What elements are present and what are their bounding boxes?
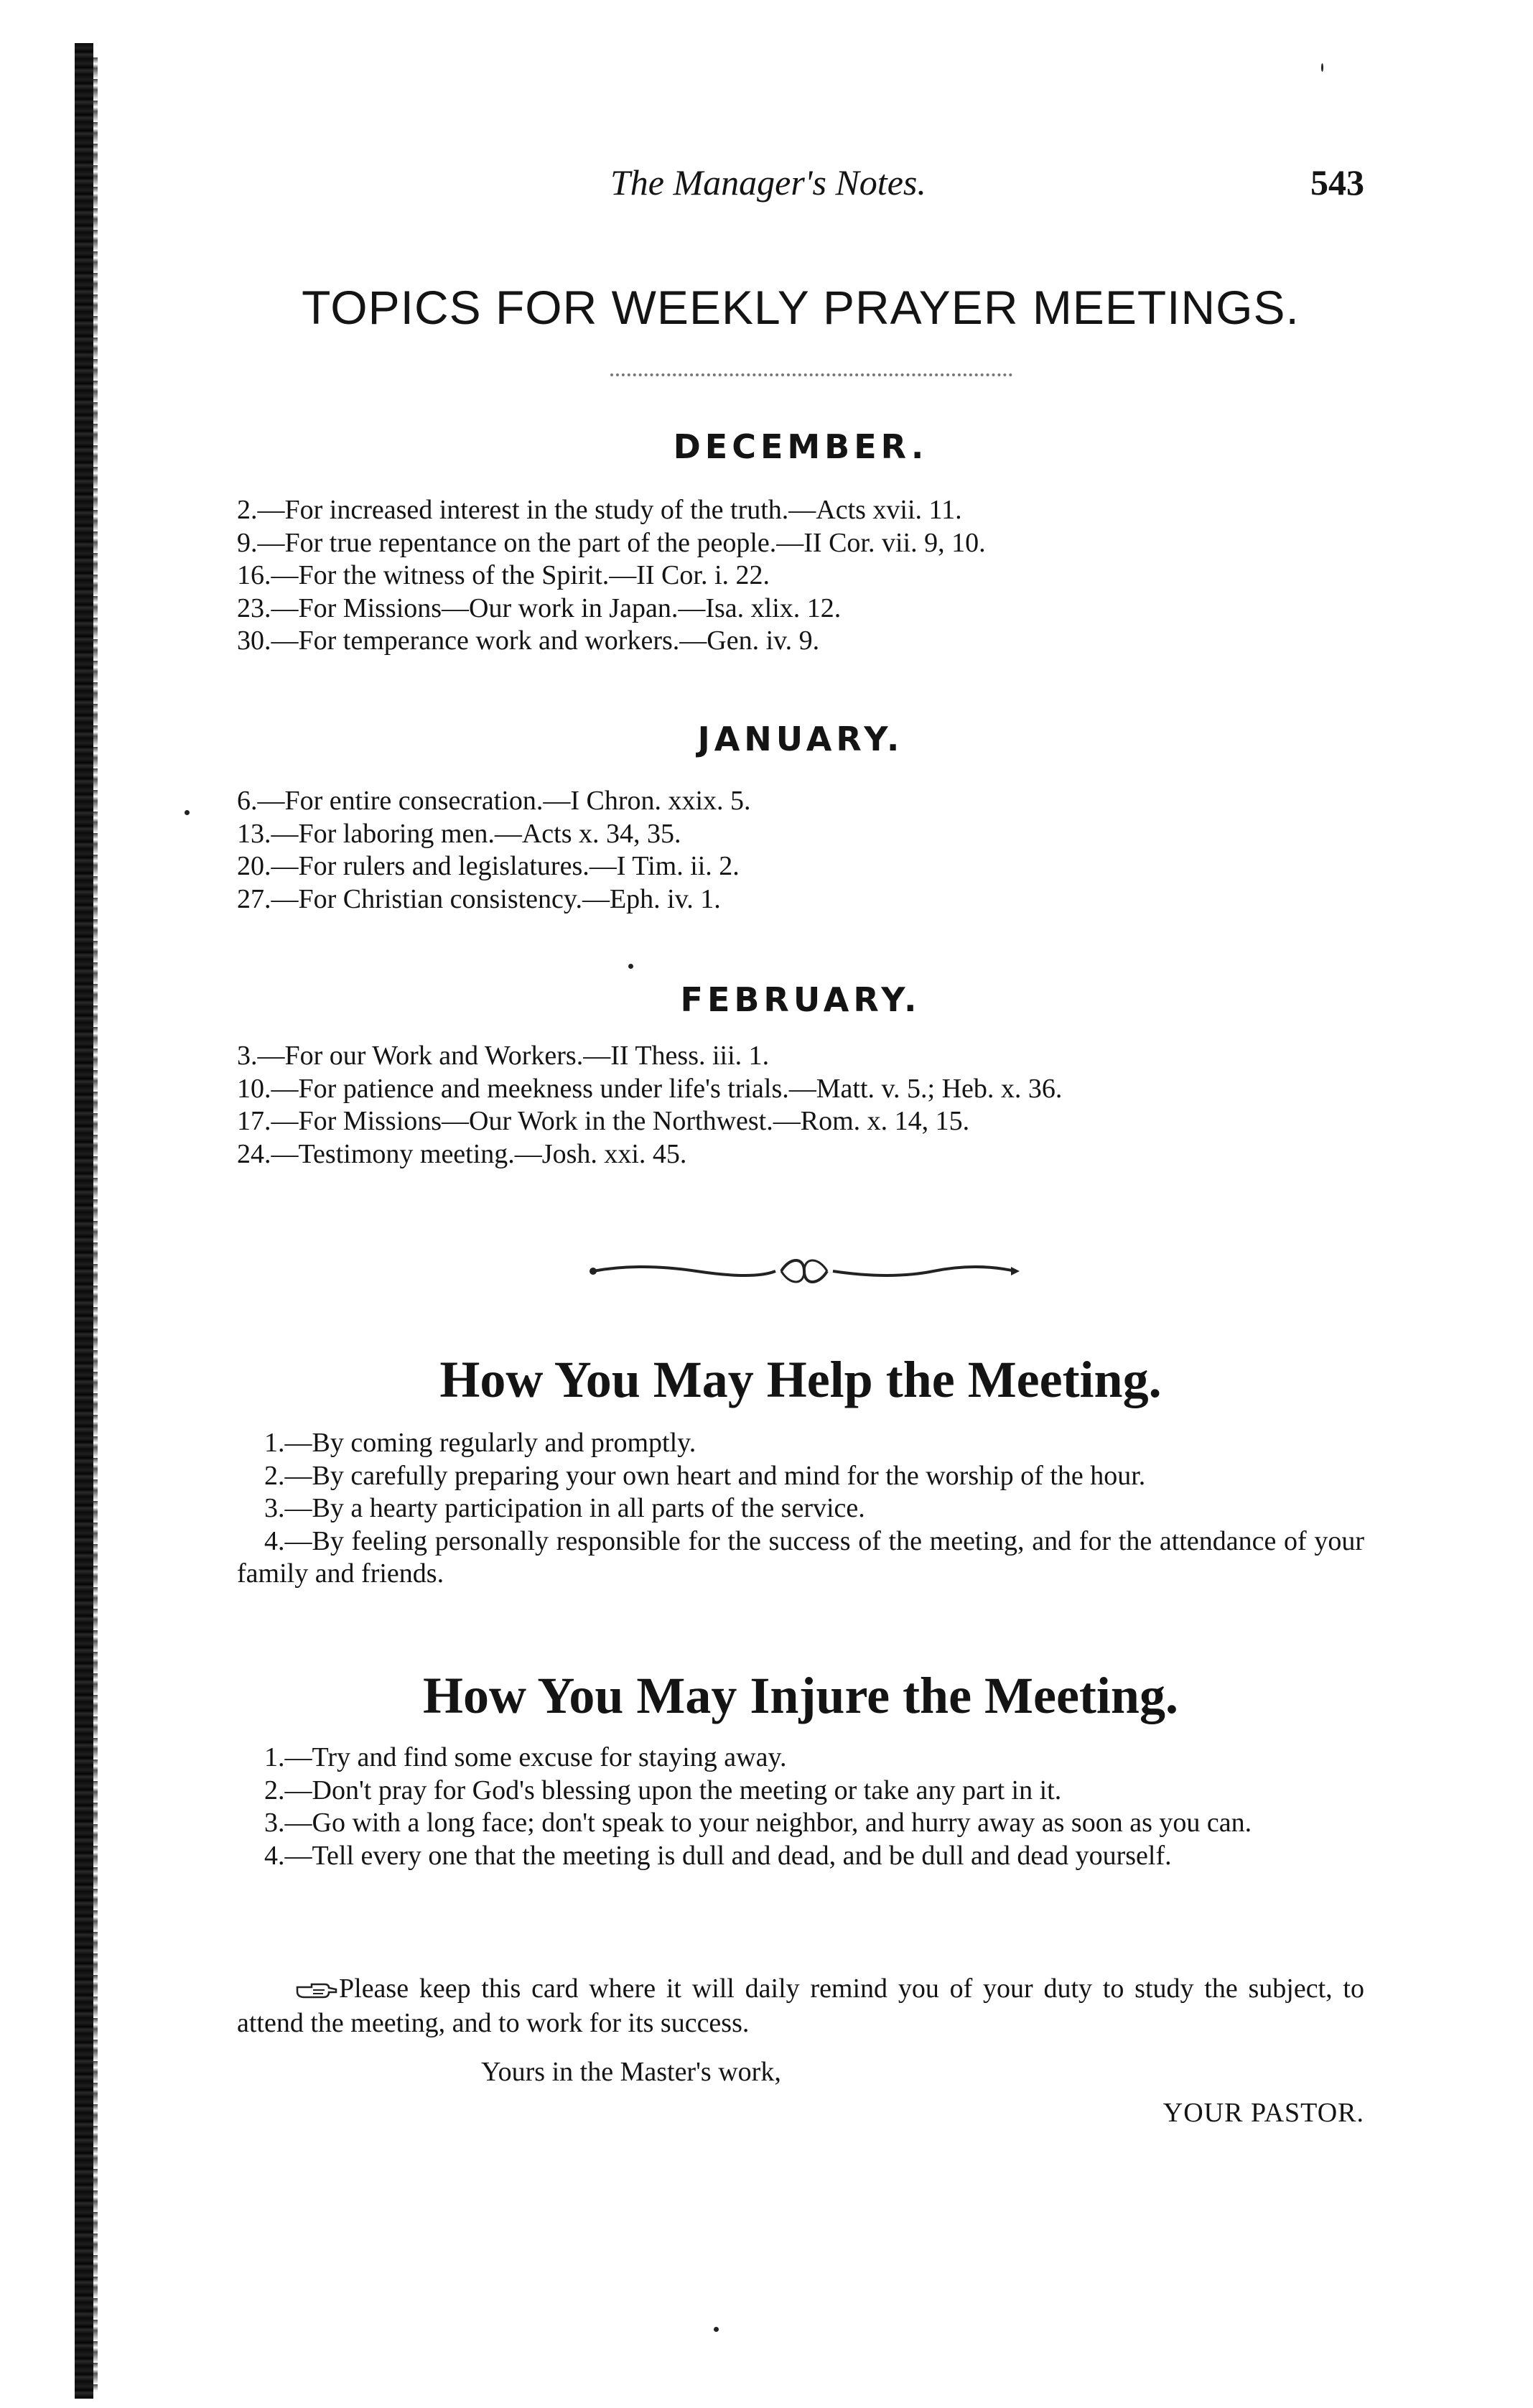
injure-item: 1.—Try and find some excuse for staying away. <box>264 1742 787 1772</box>
topic-item: 3.—For our Work and Workers.—II Thess. iii. 1. <box>237 1041 770 1071</box>
topic-item: 27.—For Christian consistency.—Eph. iv. 1. <box>237 883 721 914</box>
closing-salutation: Yours in the Master's work, <box>481 2057 781 2087</box>
topic-item: 20.—For rulers and legislatures.—I Tim. ii. 2. <box>237 851 740 881</box>
closing-note <box>237 1971 1364 2040</box>
topic-item: 24.—Testimony meeting.—Josh. xxi. 45. <box>237 1138 687 1169</box>
topic-item: 17.—For Missions—Our Work in the Northwest.—Rom. x. 14, 15. <box>237 1106 970 1136</box>
topic-item: 6.—For entire consecration.—I Chron. xxix. 5. <box>237 786 751 816</box>
help-section-title: How You May Help the Meeting. <box>439 1351 1162 1408</box>
topic-list-february <box>237 1040 1364 1171</box>
topic-item: 23.—For Missions—Our work in Japan.—Isa. xlix. 12. <box>237 592 842 623</box>
topic-item: 30.—For temperance work and workers.—Gen. iv. 9. <box>237 626 820 656</box>
closing-note-text: Please keep this card where it will daily remind you of your duty to study the subject, to attend the meeting, and to work for its success. <box>237 1974 1364 2038</box>
help-list <box>237 1427 1364 1591</box>
injure-section-title: How You May Injure the Meeting. <box>423 1667 1178 1724</box>
topic-item: 2.—For increased interest in the study of the truth.—Acts xvii. 11. <box>237 495 962 525</box>
month-heading-january: JANUARY. <box>697 720 904 758</box>
help-item: 2.—By carefully preparing your own heart and mind for the worship of the hour. <box>264 1460 1146 1491</box>
topic-item: 10.—For patience and meekness under life's trials.—Matt. v. 5.; Heb. x. 36. <box>237 1073 1063 1104</box>
topic-list-december <box>237 494 1364 658</box>
injure-list <box>237 1742 1364 1872</box>
stray-mark <box>1321 63 1323 72</box>
topic-item: 16.—For the witness of the Spirit.—II Cor. i. 22. <box>237 560 770 590</box>
running-head <box>237 162 1364 212</box>
main-title: TOPICS FOR WEEKLY PRAYER MEETINGS. <box>302 281 1300 334</box>
running-title: The Manager's Notes. <box>610 162 926 203</box>
injure-item: 4.—Tell every one that the meeting is dull and dead, and be dull and dead yourself. <box>264 1840 1172 1871</box>
pointing-hand-icon <box>296 1981 337 2000</box>
stray-dot <box>714 2327 719 2332</box>
month-heading-february: FEBRUARY. <box>680 980 921 1019</box>
title-rule <box>610 373 1012 376</box>
book-spine-edge <box>93 57 98 2391</box>
injure-item: 3.—Go with a long face; don't speak to your neighbor, and hurry away as soon as you can. <box>264 1808 1252 1838</box>
book-spine-shadow <box>75 43 93 2399</box>
topic-list-january <box>237 785 1364 916</box>
help-item: 1.—By coming regularly and promptly. <box>264 1428 696 1458</box>
topic-item: 13.—For laboring men.—Acts x. 34, 35. <box>237 818 681 849</box>
help-item: 3.—By a hearty participation in all parts of the service. <box>264 1493 865 1523</box>
stray-dot <box>185 810 190 815</box>
signature: YOUR PASTOR. <box>1162 2098 1364 2128</box>
stray-dot <box>628 964 633 969</box>
ornamental-divider <box>589 1250 1020 1293</box>
page-number: 543 <box>1310 162 1364 203</box>
topic-item: 9.—For true repentance on the part of the people.—II Cor. vii. 9, 10. <box>237 527 986 558</box>
help-item: 4.—By feeling personally responsible for the success of the meeting, and for the attendance of your family and friends. <box>237 1525 1364 1589</box>
injure-item: 2.—Don't pray for God's blessing upon the meeting or take any part in it. <box>264 1775 1062 1805</box>
month-heading-december: DECEMBER. <box>673 427 928 466</box>
